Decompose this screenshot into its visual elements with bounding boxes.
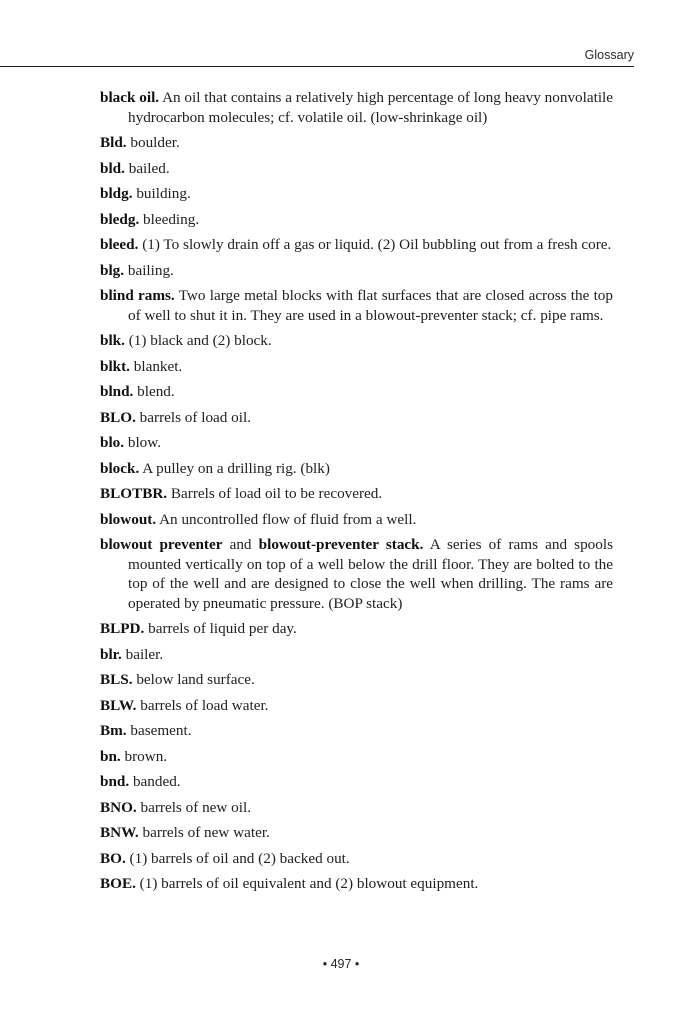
entry-term: bld. bbox=[100, 159, 125, 177]
entry-definition: (1) barrels of oil and (2) backed out. bbox=[129, 849, 350, 867]
entry-term: BLS. bbox=[100, 671, 133, 688]
glossary-entry bbox=[100, 357, 613, 377]
entry-term: blkt. bbox=[100, 357, 130, 375]
glossary-entry bbox=[100, 286, 613, 325]
header-rule bbox=[0, 66, 634, 67]
entry-term: Bld. bbox=[100, 134, 127, 151]
glossary-entry bbox=[100, 184, 613, 204]
entry-definition: barrels of load oil. bbox=[139, 408, 252, 426]
entry-term: bn. bbox=[100, 747, 121, 765]
entry-term: BOE. bbox=[100, 875, 136, 892]
entry-term: BLO. bbox=[100, 408, 136, 426]
entry-term: bledg. bbox=[100, 210, 140, 228]
entry-definition: bailed. bbox=[128, 159, 170, 177]
glossary-entry bbox=[100, 696, 613, 716]
entry-term: BNO. bbox=[100, 798, 137, 816]
entry-definition: (1) black and (2) block. bbox=[128, 332, 272, 349]
entry-term: BLPD. bbox=[100, 620, 145, 637]
entry-term: blowout preventer bbox=[100, 536, 223, 553]
entry-definition: (1) barrels of oil equivalent and (2) blowout equipment. bbox=[139, 875, 479, 892]
glossary-entry bbox=[100, 331, 613, 351]
entry-term: bldg. bbox=[100, 185, 133, 202]
entry-definition: bailer. bbox=[125, 645, 164, 663]
glossary-entry bbox=[100, 772, 613, 792]
entry-definition: (1) To slowly drain off a gas or liquid. (2) Oil bubbling out from a fresh core. bbox=[142, 236, 612, 253]
entry-definition: barrels of new water. bbox=[142, 824, 270, 841]
entry-connector: and bbox=[229, 536, 252, 553]
glossary-entry bbox=[100, 670, 613, 690]
glossary-entry bbox=[100, 88, 613, 127]
glossary-entry bbox=[100, 798, 613, 818]
glossary-entry bbox=[100, 133, 613, 153]
glossary-entry bbox=[100, 619, 613, 639]
glossary-entry bbox=[100, 535, 613, 613]
entry-definition: banded. bbox=[132, 773, 181, 790]
entry-term: block. bbox=[100, 459, 140, 477]
glossary-entry bbox=[100, 645, 613, 665]
glossary-entry bbox=[100, 459, 613, 479]
entry-definition: barrels of load water. bbox=[140, 696, 269, 714]
entry-term: blnd. bbox=[100, 383, 134, 400]
entry-definition: boulder. bbox=[130, 134, 180, 151]
glossary-entry bbox=[100, 849, 613, 869]
entry-definition: blow. bbox=[127, 434, 162, 451]
entry-definition: building. bbox=[136, 185, 191, 202]
glossary-entry bbox=[100, 484, 613, 504]
glossary-entry bbox=[100, 874, 613, 894]
glossary-entry bbox=[100, 210, 613, 230]
entry-definition: An uncontrolled flow of fluid from a well. bbox=[159, 510, 417, 528]
entry-term: black oil. bbox=[100, 89, 160, 106]
glossary-entry bbox=[100, 261, 613, 281]
running-head bbox=[0, 0, 682, 68]
entry-term: BLW. bbox=[100, 696, 137, 714]
entry-definition: bailing. bbox=[127, 261, 174, 279]
entry-definition: An oil that contains a relatively high percentage of long heavy nonvolatile hydrocarbon molecules; cf. volatile oil. (low-shrinkage oil) bbox=[128, 89, 613, 126]
entry-term-secondary: blowout-preventer stack. bbox=[258, 536, 424, 553]
entry-term: BO. bbox=[100, 849, 126, 867]
entry-term: blg. bbox=[100, 261, 125, 279]
entry-definition: bleeding. bbox=[143, 210, 200, 228]
entry-definition: Two large metal blocks with flat surfaces that are closed across the top of well to shut it in. They are used in a blowout-preventer stack; cf. pipe rams. bbox=[128, 287, 613, 324]
glossary-entry bbox=[100, 382, 613, 402]
entry-term: bleed. bbox=[100, 236, 139, 253]
entry-definition: Barrels of load oil to be recovered. bbox=[170, 485, 383, 502]
glossary-entry bbox=[100, 510, 613, 530]
entry-term: Bm. bbox=[100, 722, 127, 739]
entry-definition: A series of rams and spools mounted vertically on top of a well below the drill floor. They are bolted to the top of the well and are designed to close the well when drilling. The rams are operated by pneumatic pressure. (BOP stack) bbox=[128, 536, 613, 612]
entry-term: blr. bbox=[100, 645, 122, 663]
glossary-entry bbox=[100, 235, 613, 255]
entry-term: BLOTBR. bbox=[100, 485, 168, 502]
entry-definition: barrels of liquid per day. bbox=[148, 620, 297, 637]
glossary-entry bbox=[100, 433, 613, 453]
entry-definition: blend. bbox=[137, 383, 175, 400]
entry-term: blowout. bbox=[100, 510, 157, 528]
entry-term: blo. bbox=[100, 434, 125, 451]
entry-definition: brown. bbox=[124, 747, 168, 765]
entry-term: blind rams. bbox=[100, 287, 175, 304]
entry-definition: below land surface. bbox=[136, 671, 255, 688]
entry-term: BNW. bbox=[100, 824, 139, 841]
entry-definition: barrels of new oil. bbox=[140, 798, 252, 816]
entry-definition: A pulley on a drilling rig. (blk) bbox=[142, 459, 330, 477]
glossary-entry bbox=[100, 159, 613, 179]
glossary-entry bbox=[100, 408, 613, 428]
entry-term: bnd. bbox=[100, 773, 130, 790]
glossary-entries bbox=[100, 88, 613, 900]
entry-definition: blanket. bbox=[133, 357, 183, 375]
glossary-entry bbox=[100, 747, 613, 767]
page-number: • 497 • bbox=[322, 957, 360, 971]
entry-definition: basement. bbox=[130, 722, 192, 739]
glossary-entry bbox=[100, 721, 613, 741]
section-title: Glossary bbox=[584, 48, 634, 62]
entry-term: blk. bbox=[100, 332, 125, 349]
glossary-entry bbox=[100, 823, 613, 843]
